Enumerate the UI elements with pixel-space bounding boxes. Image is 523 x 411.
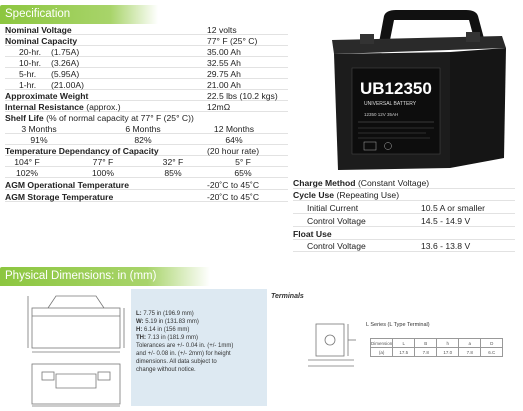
table-row: Dimension L B h a D bbox=[371, 339, 503, 348]
internal-resistance-row: Internal Resistance (approx.) 12mΩ bbox=[5, 102, 288, 112]
specification-header bbox=[0, 5, 158, 24]
terminal-dimension-table bbox=[370, 338, 503, 357]
agm-operational-row: AGM Operational Temperature -20˚C to 45˚C bbox=[5, 180, 288, 190]
capacity-row: 20-hr. (1.75A) 35.00 Ah bbox=[5, 47, 288, 57]
battery-side bbox=[450, 48, 506, 168]
battery-outline-drawing bbox=[26, 292, 126, 409]
terminal-drawing bbox=[304, 318, 364, 374]
shelf-life-row: Shelf Life (% of normal capacity at 77° F (25° C)) bbox=[5, 113, 194, 123]
approximate-weight-row: Approximate Weight 22.5 lbs (10.2 kgs) bbox=[5, 91, 288, 101]
float-control-voltage-row: Control Voltage 13.6 - 13.8 V bbox=[293, 241, 515, 252]
battery-model: UB12350 bbox=[360, 79, 432, 98]
dimensions-box: L: 7.75 in (196.9 mm) W: 5.19 in (131.83 mm) H: 6.14 in (156 mm) TH: 7.13 in (181.9 mm) Tolerances are +/- 0.04 in. (+/- 1mm) and +/- 0.08 in. (+/- 2mm) for height dimensions. All data subject to change without notice. bbox=[131, 289, 267, 406]
nominal-voltage-row: Nominal Voltage 12 volts bbox=[5, 25, 288, 35]
charge-method-row: Charge Method (Constant Voltage) bbox=[293, 178, 515, 189]
terminals-title: Terminals bbox=[271, 293, 304, 300]
battery-image bbox=[326, 8, 514, 173]
battery-spec-line: 12350 12V 35AH bbox=[364, 112, 399, 117]
capacity-row: 5-hr. (5.95A) 29.75 Ah bbox=[5, 69, 288, 79]
agm-storage-row: AGM Storage Temperature -20˚C to 45˚C bbox=[5, 192, 288, 202]
physical-dimensions-header bbox=[0, 267, 210, 286]
table-row: (a) 17.5 7.8 17.0 7.8 6.C bbox=[371, 348, 503, 357]
temperature-values-row: 104° F 77° F 32° F 5° F bbox=[5, 157, 288, 167]
terminal-left bbox=[360, 34, 374, 44]
shelf-life-periods-row: 3 Months 6 Months 12 Months bbox=[5, 124, 288, 134]
capacity-row: 10-hr. (3.26A) 32.55 Ah bbox=[5, 58, 288, 68]
temperature-percents-row: 102% 100% 85% 65% bbox=[5, 168, 288, 178]
temperature-dependency-row: Temperature Dependancy of Capacity (20 hour rate) bbox=[5, 146, 288, 156]
terminal-right bbox=[466, 32, 480, 42]
capacity-row: 1-hr. (21.00A) 21.00 Ah bbox=[5, 80, 288, 90]
battery-subtitle: UNIVERSAL BATTERY bbox=[364, 101, 417, 107]
shelf-life-percents-row: 91% 82% 64% bbox=[5, 135, 288, 145]
specification-title: Specification bbox=[5, 8, 71, 20]
float-use-row: Float Use bbox=[293, 229, 515, 240]
physical-dimensions-title: Physical Dimensions: in (mm) bbox=[5, 270, 157, 282]
initial-current-row: Initial Current 10.5 A or smaller bbox=[293, 203, 515, 214]
nominal-capacity-row: Nominal Capacity 77° F (25° C) bbox=[5, 36, 288, 46]
cycle-control-voltage-row: Control Voltage 14.5 - 14.9 V bbox=[293, 216, 515, 227]
terminal-series-title: L Series (L Type Terminal) bbox=[366, 322, 430, 328]
cycle-use-row: Cycle Use (Repeating Use) bbox=[293, 190, 515, 201]
